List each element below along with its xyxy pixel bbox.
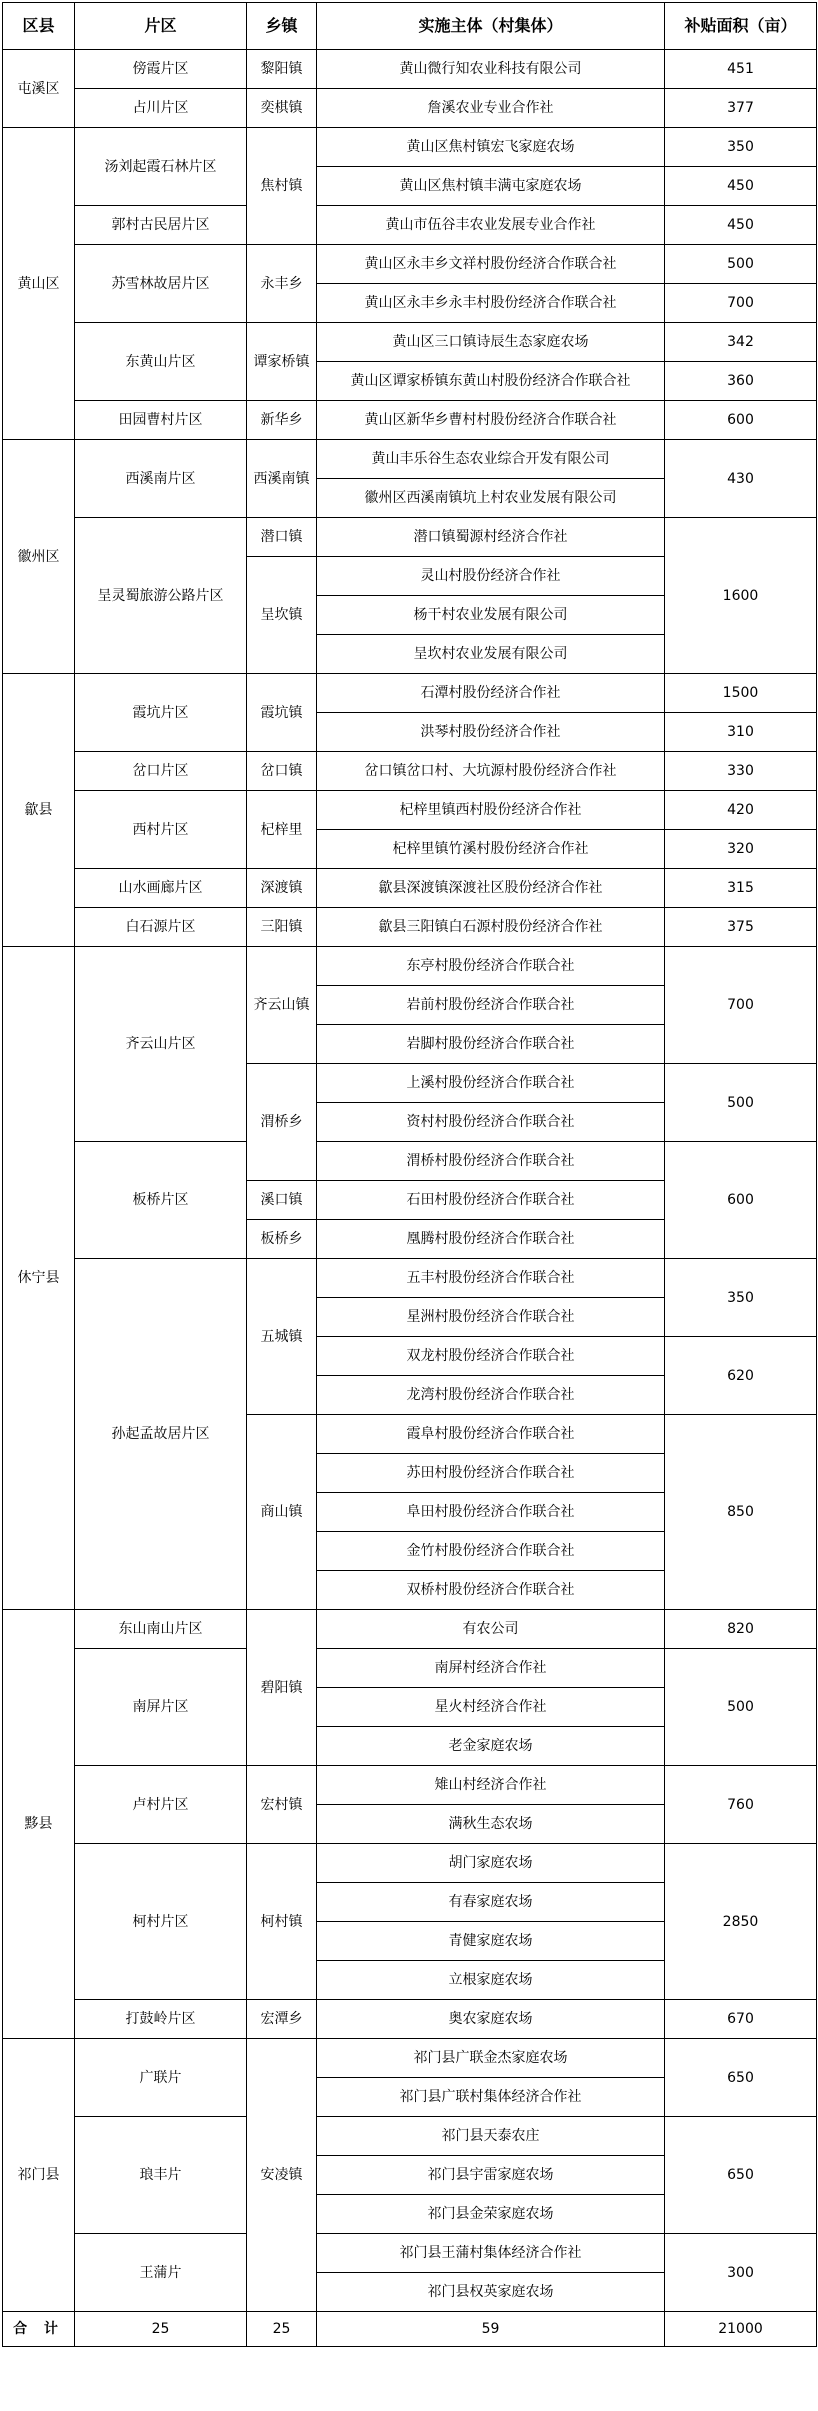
entity-cell: 黄山区谭家桥镇东黄山村股份经济合作联合社 [317, 362, 665, 401]
subsidy-cell: 450 [665, 206, 817, 245]
header-subsidy: 补贴面积（亩） [665, 3, 817, 50]
table-row [3, 791, 817, 830]
area-cell: 霞坑片区 [75, 674, 247, 752]
area-cell: 卢村片区 [75, 1766, 247, 1844]
area-cell: 田园曹村片区 [75, 401, 247, 440]
county-cell: 休宁县 [3, 947, 75, 1610]
entity-cell: 祁门县宇雷家庭农场 [317, 2156, 665, 2195]
table-row [3, 89, 817, 128]
subsidy-cell: 1500 [665, 674, 817, 713]
subsidy-cell: 600 [665, 401, 817, 440]
subsidy-cell: 700 [665, 284, 817, 323]
entity-cell: 祁门县广联金杰家庭农场 [317, 2039, 665, 2078]
subsidy-cell: 670 [665, 2000, 817, 2039]
total-subsidy: 21000 [665, 2312, 817, 2347]
entity-cell: 杨干村农业发展有限公司 [317, 596, 665, 635]
subsidy-cell: 500 [665, 1649, 817, 1766]
entity-cell: 渭桥村股份经济合作联合社 [317, 1142, 665, 1181]
entity-cell: 立根家庭农场 [317, 1961, 665, 2000]
subsidy-cell: 360 [665, 362, 817, 401]
county-cell: 徽州区 [3, 440, 75, 674]
subsidy-cell: 320 [665, 830, 817, 869]
subsidy-cell: 375 [665, 908, 817, 947]
table-row [3, 908, 817, 947]
entity-cell: 雉山村经济合作社 [317, 1766, 665, 1805]
subsidy-cell: 420 [665, 791, 817, 830]
area-cell: 傍霞片区 [75, 50, 247, 89]
table-row [3, 1259, 817, 1298]
entity-cell: 有农公司 [317, 1610, 665, 1649]
township-cell: 新华乡 [247, 401, 317, 440]
entity-cell: 龙湾村股份经济合作联合社 [317, 1376, 665, 1415]
township-cell: 溪口镇 [247, 1181, 317, 1220]
table-row [3, 323, 817, 362]
entity-cell: 双龙村股份经济合作联合社 [317, 1337, 665, 1376]
township-cell: 宏村镇 [247, 1766, 317, 1844]
township-cell: 西溪南镇 [247, 440, 317, 518]
area-cell: 齐云山片区 [75, 947, 247, 1142]
area-cell: 王蒲片 [75, 2234, 247, 2312]
table-row [3, 1610, 817, 1649]
entity-cell: 黄山区永丰乡永丰村股份经济合作联合社 [317, 284, 665, 323]
entity-cell: 南屏村经济合作社 [317, 1649, 665, 1688]
township-cell: 岔口镇 [247, 752, 317, 791]
header-row [3, 3, 817, 50]
entity-cell: 石潭村股份经济合作社 [317, 674, 665, 713]
area-cell: 广联片 [75, 2039, 247, 2117]
area-cell: 西村片区 [75, 791, 247, 869]
table-row [3, 440, 817, 479]
entity-cell: 星火村经济合作社 [317, 1688, 665, 1727]
entity-cell: 灵山村股份经济合作社 [317, 557, 665, 596]
table-row [3, 2234, 817, 2273]
entity-cell: 阜田村股份经济合作联合社 [317, 1493, 665, 1532]
entity-cell: 苏田村股份经济合作联合社 [317, 1454, 665, 1493]
subsidy-cell: 500 [665, 1064, 817, 1142]
entity-cell: 双桥村股份经济合作联合社 [317, 1571, 665, 1610]
subsidy-cell: 310 [665, 713, 817, 752]
subsidy-cell: 600 [665, 1142, 817, 1259]
entity-cell: 奥农家庭农场 [317, 2000, 665, 2039]
township-cell: 齐云山镇 [247, 947, 317, 1064]
subsidy-cell: 820 [665, 1610, 817, 1649]
township-cell: 杞梓里 [247, 791, 317, 869]
table-row [3, 1649, 817, 1688]
table-row [3, 674, 817, 713]
area-cell: 打鼓岭片区 [75, 2000, 247, 2039]
table-row [3, 2117, 817, 2156]
area-cell: 山水画廊片区 [75, 869, 247, 908]
table-row [3, 2039, 817, 2078]
entity-cell: 满秋生态农场 [317, 1805, 665, 1844]
entity-cell: 黄山区三口镇诗辰生态家庭农场 [317, 323, 665, 362]
township-cell: 板桥乡 [247, 1220, 317, 1259]
entity-cell: 黄山区永丰乡文祥村股份经济合作联合社 [317, 245, 665, 284]
header-area: 片区 [75, 3, 247, 50]
entity-cell: 黄山区焦村镇丰满屯家庭农场 [317, 167, 665, 206]
subsidy-cell: 850 [665, 1415, 817, 1610]
entity-cell: 黄山市伍谷丰农业发展专业合作社 [317, 206, 665, 245]
township-cell: 呈坎镇 [247, 557, 317, 674]
area-cell: 岔口片区 [75, 752, 247, 791]
township-cell: 安凌镇 [247, 2039, 317, 2312]
township-cell: 霞坑镇 [247, 674, 317, 752]
subsidy-cell: 700 [665, 947, 817, 1064]
total-row [3, 2312, 817, 2347]
subsidy-cell: 350 [665, 1259, 817, 1337]
subsidy-cell: 450 [665, 167, 817, 206]
subsidy-cell: 430 [665, 440, 817, 518]
header-entity: 实施主体（村集体） [317, 3, 665, 50]
area-cell: 柯村片区 [75, 1844, 247, 2000]
entity-cell: 五丰村股份经济合作联合社 [317, 1259, 665, 1298]
township-cell: 黎阳镇 [247, 50, 317, 89]
county-cell: 屯溪区 [3, 50, 75, 128]
area-cell: 东黄山片区 [75, 323, 247, 401]
subsidy-cell: 451 [665, 50, 817, 89]
area-cell: 孙起孟故居片区 [75, 1259, 247, 1610]
total-areas: 25 [75, 2312, 247, 2347]
township-cell: 渭桥乡 [247, 1064, 317, 1181]
entity-cell: 黄山区新华乡曹村村股份经济合作联合社 [317, 401, 665, 440]
entity-cell: 洪琴村股份经济合作社 [317, 713, 665, 752]
entity-cell: 歙县深渡镇深渡社区股份经济合作社 [317, 869, 665, 908]
entity-cell: 黄山区焦村镇宏飞家庭农场 [317, 128, 665, 167]
township-cell: 奕棋镇 [247, 89, 317, 128]
area-cell: 板桥片区 [75, 1142, 247, 1259]
subsidy-cell: 330 [665, 752, 817, 791]
township-cell: 碧阳镇 [247, 1610, 317, 1766]
township-cell: 深渡镇 [247, 869, 317, 908]
table-row [3, 869, 817, 908]
entity-cell: 岩前村股份经济合作联合社 [317, 986, 665, 1025]
township-cell: 永丰乡 [247, 245, 317, 323]
entity-cell: 东亭村股份经济合作联合社 [317, 947, 665, 986]
entity-cell: 星洲村股份经济合作联合社 [317, 1298, 665, 1337]
entity-cell: 祁门县金荣家庭农场 [317, 2195, 665, 2234]
township-cell: 谭家桥镇 [247, 323, 317, 401]
entity-cell: 潜口镇蜀源村经济合作社 [317, 518, 665, 557]
township-cell: 焦村镇 [247, 128, 317, 245]
entity-cell: 祁门县权英家庭农场 [317, 2273, 665, 2312]
total-entities: 59 [317, 2312, 665, 2347]
subsidy-cell: 500 [665, 245, 817, 284]
header-county: 区县 [3, 3, 75, 50]
entity-cell: 胡门家庭农场 [317, 1844, 665, 1883]
county-cell: 黄山区 [3, 128, 75, 440]
area-cell: 西溪南片区 [75, 440, 247, 518]
county-cell: 黟县 [3, 1610, 75, 2039]
entity-cell: 老金家庭农场 [317, 1727, 665, 1766]
township-cell: 五城镇 [247, 1259, 317, 1415]
area-cell: 呈灵蜀旅游公路片区 [75, 518, 247, 674]
table-row [3, 401, 817, 440]
subsidy-cell: 650 [665, 2039, 817, 2117]
entity-cell: 祁门县广联村集体经济合作社 [317, 2078, 665, 2117]
county-cell: 歙县 [3, 674, 75, 947]
header-township: 乡镇 [247, 3, 317, 50]
subsidy-cell: 650 [665, 2117, 817, 2234]
area-cell: 占川片区 [75, 89, 247, 128]
entity-cell: 石田村股份经济合作联合社 [317, 1181, 665, 1220]
entity-cell: 黄山微行知农业科技有限公司 [317, 50, 665, 89]
entity-cell: 青健家庭农场 [317, 1922, 665, 1961]
entity-cell: 歙县三阳镇白石源村股份经济合作社 [317, 908, 665, 947]
area-cell: 东山南山片区 [75, 1610, 247, 1649]
total-townships: 25 [247, 2312, 317, 2347]
subsidy-table [2, 2, 817, 2347]
area-cell: 汤刘起霞石林片区 [75, 128, 247, 206]
area-cell: 苏雪林故居片区 [75, 245, 247, 323]
subsidy-cell: 350 [665, 128, 817, 167]
entity-cell: 徽州区西溪南镇坑上村农业发展有限公司 [317, 479, 665, 518]
area-cell: 白石源片区 [75, 908, 247, 947]
entity-cell: 祁门县王蒲村集体经济合作社 [317, 2234, 665, 2273]
table-row [3, 947, 817, 986]
entity-cell: 黄山丰乐谷生态农业综合开发有限公司 [317, 440, 665, 479]
table-row [3, 1142, 817, 1181]
county-cell: 祁门县 [3, 2039, 75, 2312]
entity-cell: 金竹村股份经济合作联合社 [317, 1532, 665, 1571]
township-cell: 宏潭乡 [247, 2000, 317, 2039]
township-cell: 潜口镇 [247, 518, 317, 557]
entity-cell: 霞阜村股份经济合作联合社 [317, 1415, 665, 1454]
subsidy-cell: 760 [665, 1766, 817, 1844]
table-row [3, 206, 817, 245]
area-cell: 南屏片区 [75, 1649, 247, 1766]
entity-cell: 有春家庭农场 [317, 1883, 665, 1922]
table-row [3, 128, 817, 167]
entity-cell: 詹溪农业专业合作社 [317, 89, 665, 128]
table-row [3, 2000, 817, 2039]
entity-cell: 上溪村股份经济合作联合社 [317, 1064, 665, 1103]
subsidy-cell: 1600 [665, 518, 817, 674]
area-cell: 琅丰片 [75, 2117, 247, 2234]
table-body [3, 50, 817, 2347]
subsidy-cell: 342 [665, 323, 817, 362]
table-row [3, 752, 817, 791]
entity-cell: 杞梓里镇竹溪村股份经济合作社 [317, 830, 665, 869]
table-row [3, 518, 817, 557]
township-cell: 柯村镇 [247, 1844, 317, 2000]
entity-cell: 岔口镇岔口村、大坑源村股份经济合作社 [317, 752, 665, 791]
table-row [3, 50, 817, 89]
table-row [3, 245, 817, 284]
table-row [3, 1844, 817, 1883]
subsidy-cell: 300 [665, 2234, 817, 2312]
township-cell: 三阳镇 [247, 908, 317, 947]
subsidy-cell: 315 [665, 869, 817, 908]
township-cell: 商山镇 [247, 1415, 317, 1610]
entity-cell: 祁门县天泰农庄 [317, 2117, 665, 2156]
entity-cell: 岩脚村股份经济合作联合社 [317, 1025, 665, 1064]
subsidy-cell: 377 [665, 89, 817, 128]
subsidy-cell: 2850 [665, 1844, 817, 2000]
entity-cell: 杞梓里镇西村股份经济合作社 [317, 791, 665, 830]
entity-cell: 呈坎村农业发展有限公司 [317, 635, 665, 674]
entity-cell: 凰腾村股份经济合作联合社 [317, 1220, 665, 1259]
table-row [3, 1766, 817, 1805]
total-label: 合 计 [3, 2312, 75, 2347]
area-cell: 郭村古民居片区 [75, 206, 247, 245]
subsidy-cell: 620 [665, 1337, 817, 1415]
entity-cell: 资村村股份经济合作联合社 [317, 1103, 665, 1142]
